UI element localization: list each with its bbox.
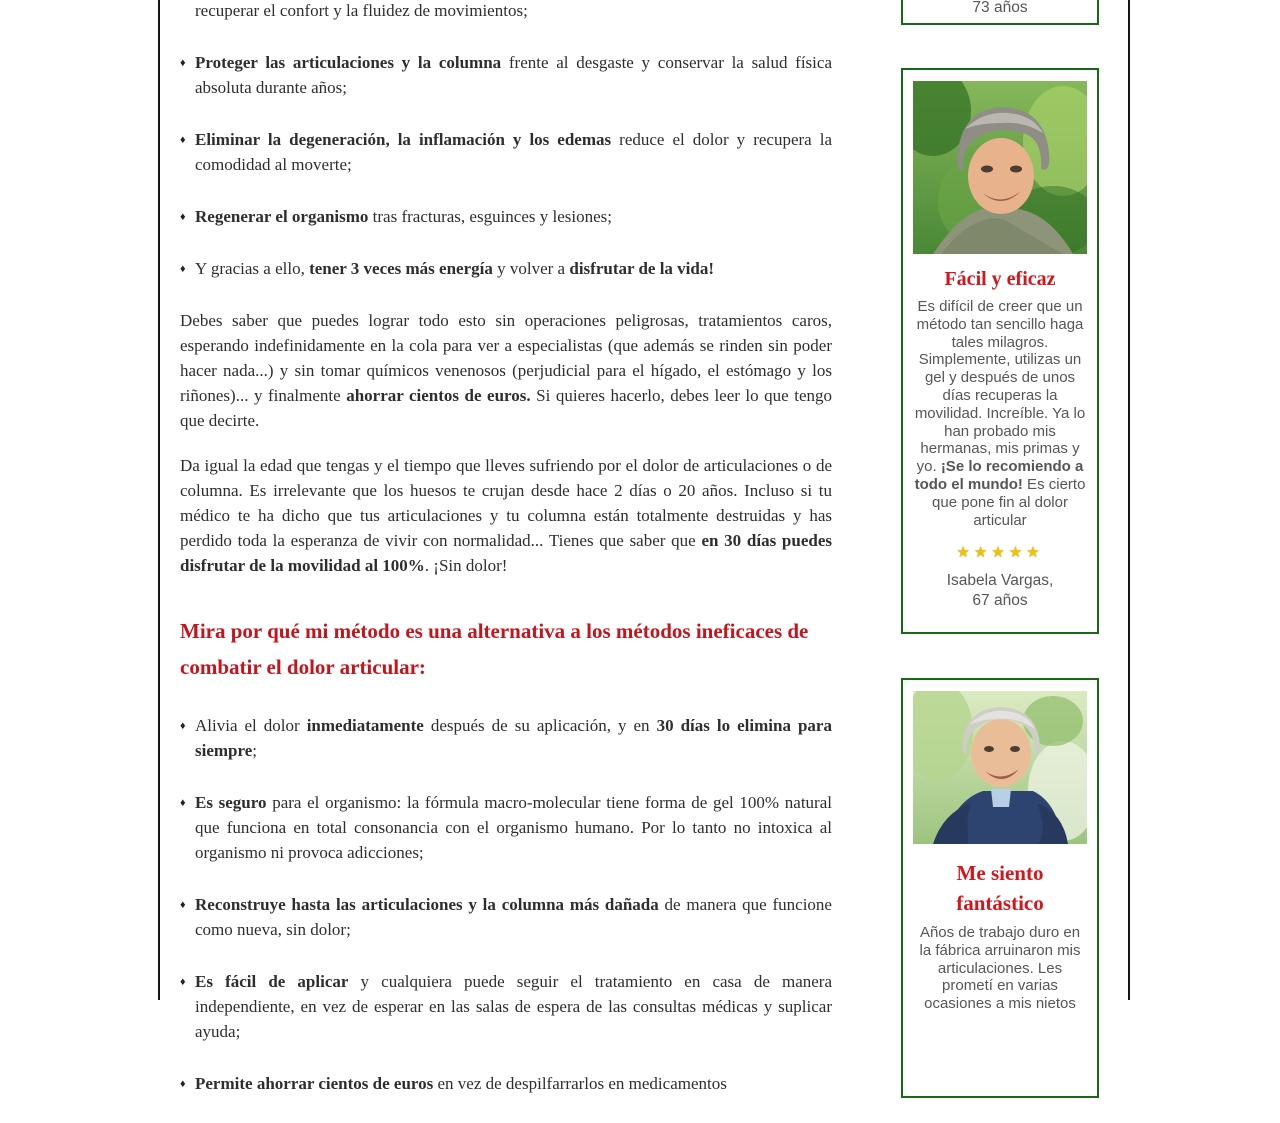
list-item bbox=[180, 1071, 832, 1096]
list-item bbox=[180, 204, 832, 229]
list-item bbox=[180, 892, 832, 942]
testimonial-card-bottom bbox=[901, 678, 1099, 1098]
list-item bbox=[180, 256, 832, 281]
list-item bbox=[180, 50, 832, 100]
benefit-bullet-list bbox=[180, 50, 832, 281]
diamond-bullet-icon: ♦ bbox=[180, 134, 186, 146]
diamond-bullet-icon: ♦ bbox=[180, 57, 186, 69]
method-text: Permite ahorrar cientos de euros en vez de despilfarrarlos en medicamentos bbox=[195, 1074, 727, 1093]
section-heading: Mira por qué mi método es una alternativa a los métodos ineficaces de combatir el dolor articular: bbox=[180, 619, 809, 679]
diamond-bullet-icon: ♦ bbox=[180, 263, 186, 275]
benefit-text: Proteger las articulaciones y la columna frente al desgaste y conservar la salud física absoluta durante años; bbox=[195, 53, 832, 97]
testimonial-name: Isabela Vargas, bbox=[946, 572, 1054, 590]
testimonial-photo-man bbox=[913, 691, 1087, 844]
intro-bullet-continuation: recuperar el confort y la fluidez de movimientos; bbox=[195, 1, 528, 20]
testimonial-quote: Años de trabajo duro en la fábrica arruinaron mis articulaciones. Les prometí en varias ocasiones a mis nietos bbox=[919, 924, 1081, 1013]
method-text: Es seguro para el organismo: la fórmula macro-molecular tiene forma de gel 100% natural que funciona en total consonancia con el organismo humano. Por lo tanto no intoxica al organismo ni provoca adicciones; bbox=[195, 793, 832, 862]
benefit-text: Eliminar la degeneración, la inflamación y los edemas reduce el dolor y recupera la comodidad al moverte; bbox=[195, 130, 832, 174]
diamond-bullet-icon: ♦ bbox=[180, 797, 186, 809]
diamond-bullet-icon: ♦ bbox=[180, 211, 186, 223]
testimonial-photo-woman bbox=[913, 81, 1087, 254]
method-text: Es fácil de aplicar y cualquiera puede seguir el tratamiento en casa de manera independiente, en vez de esperar en las salas de espera de las consultas médicas y suplicar ayuda; bbox=[195, 972, 832, 1041]
list-item bbox=[180, 790, 832, 865]
method-text: Reconstruye hasta las articulaciones y la columna más dañada de manera que funcione como nueva, sin dolor; bbox=[195, 895, 832, 939]
star-rating: ★★★★★ bbox=[956, 543, 1044, 562]
diamond-bullet-icon: ♦ bbox=[180, 720, 186, 732]
benefit-text: Regenerar el organismo tras fracturas, esguinces y lesiones; bbox=[195, 207, 613, 226]
testimonial-heading: Me siento fantástico bbox=[956, 861, 1044, 915]
list-item bbox=[180, 713, 832, 763]
list-item bbox=[180, 969, 832, 1044]
method-text: Alivia el dolor inmediatamente después de su aplicación, y en 30 días lo elimina para siempre; bbox=[195, 716, 832, 760]
benefit-text: Y gracias a ello, tener 3 veces más energía y volver a disfrutar de la vida! bbox=[195, 259, 715, 278]
main-article-column bbox=[180, 0, 832, 1123]
diamond-bullet-icon: ♦ bbox=[180, 976, 186, 988]
diamond-bullet-icon: ♦ bbox=[180, 899, 186, 911]
list-item bbox=[180, 127, 832, 177]
testimonial-age: 73 años bbox=[972, 0, 1028, 16]
page-content-wrapper bbox=[158, 0, 1130, 1093]
testimonials-sidebar bbox=[901, 0, 1099, 1013]
testimonial-card-partial bbox=[901, 0, 1099, 25]
body-paragraph: Debes saber que puedes lograr todo esto sin operaciones peligrosas, tratamientos caros, esperando indefinidamente en la cola para ver a especialistas (que además se rinden sin poder hacer nada...) y sin tomar químicos venenosos (perjudicial para el hígado, el estómago y los riñones)... y finalmente ahorrar cientos de euros. Si quieres hacerlo, debes leer lo que tengo que decirte. bbox=[180, 311, 832, 430]
body-paragraph: Da igual la edad que tengas y el tiempo que lleves sufriendo por el dolor de articulaciones o de columna. Es irrelevante que los huesos te crujan desde hace 2 días o 20 años. Incluso si tu médico te ha dicho que tus articulaciones y tu columna están totalmente destruidas y has perdido toda la esperanza de vivir con normalidad... Tienes que saber que en 30 días puedes disfrutar de la movilidad al 100%. ¡Sin dolor! bbox=[180, 456, 832, 575]
testimonial-heading: Fácil y eficaz bbox=[944, 268, 1056, 290]
testimonial-age: 67 años bbox=[972, 592, 1028, 610]
testimonial-card-isabela bbox=[901, 68, 1099, 634]
method-bullet-list bbox=[180, 713, 832, 1096]
testimonial-quote: Es difícil de creer que un método tan sencillo haga tales milagros. Simplemente, utilizas un gel y después de unos días recuperas la movilidad. Increíble. Ya lo han probado mis hermanas, mis primas y yo. ¡Se lo recomiendo a todo el mundo! Es cierto que pone fin al dolor articular bbox=[914, 298, 1086, 529]
diamond-bullet-icon: ♦ bbox=[180, 1078, 186, 1090]
